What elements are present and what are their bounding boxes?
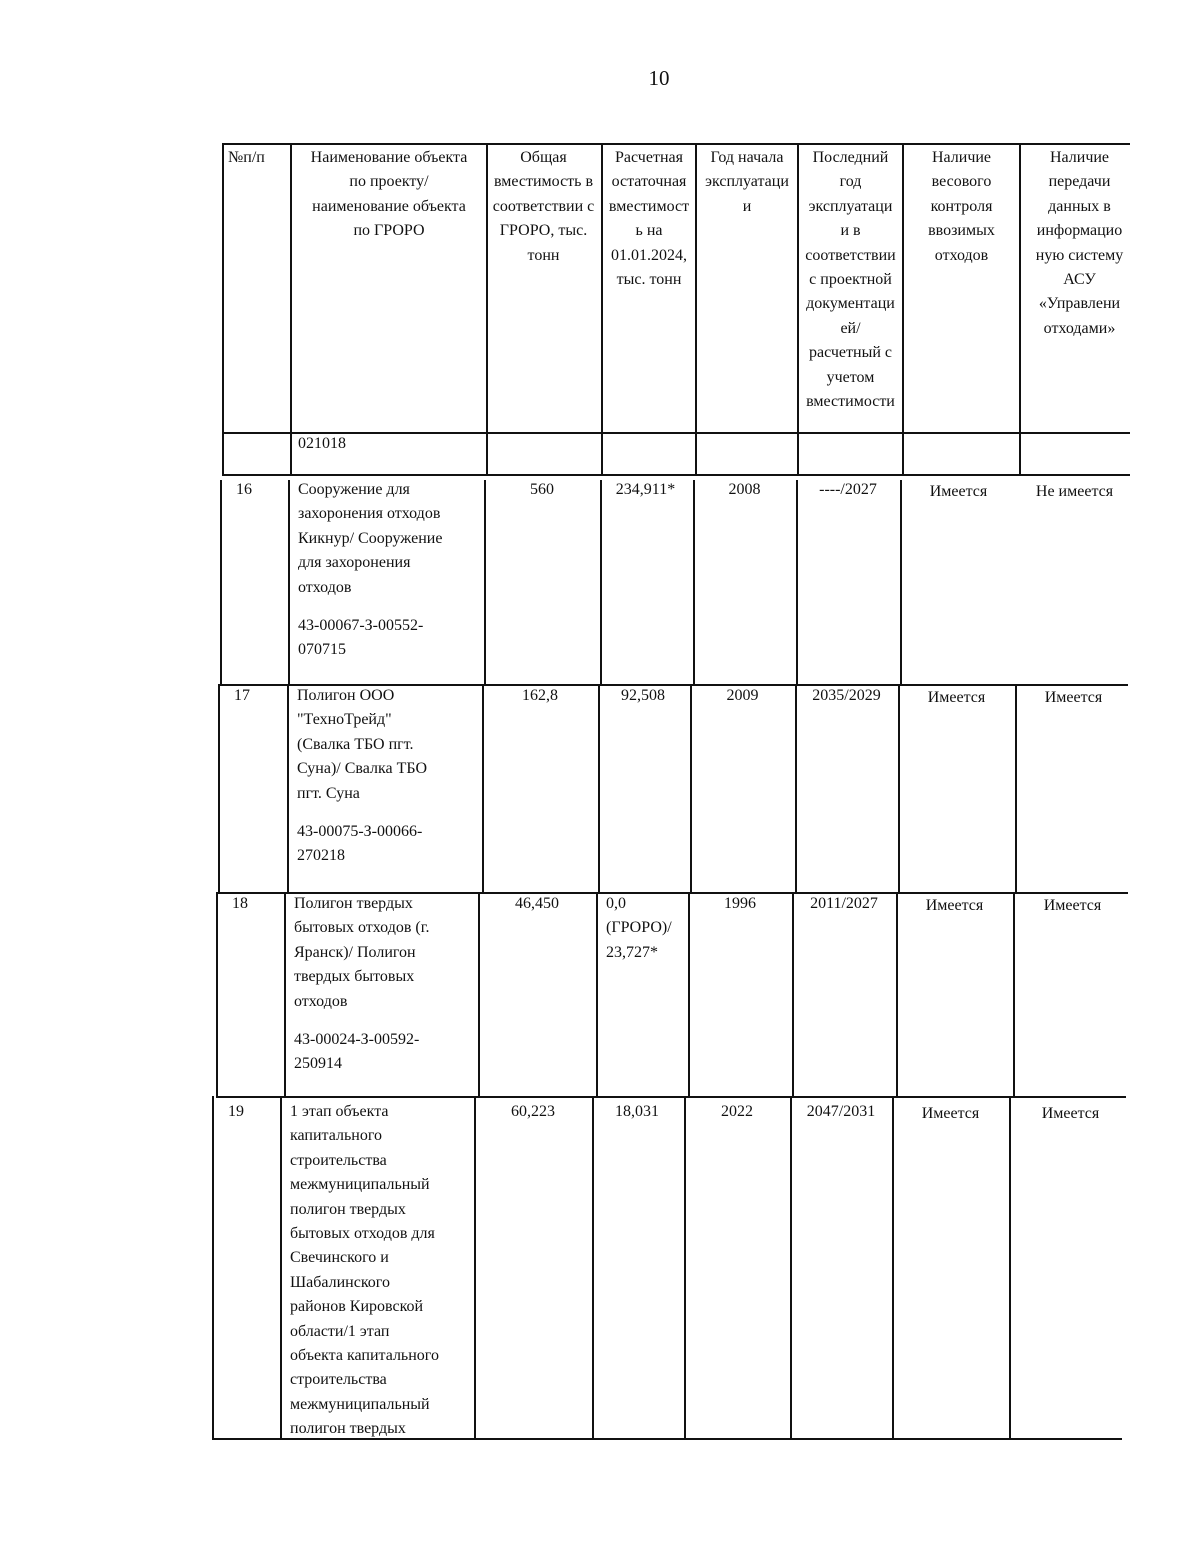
row-16-col-rule-6	[900, 480, 902, 684]
row-capacity: 162,8	[522, 687, 558, 704]
row-18-col-rule-3	[596, 892, 598, 1096]
continuation-row-bottom-border	[222, 474, 1130, 476]
row-last-year: 2035/2029	[812, 687, 881, 704]
row-start-year: 2022	[721, 1103, 753, 1120]
row-num: 17	[234, 687, 250, 704]
row-weight-control: Имеется	[921, 1105, 980, 1122]
row-17-col-rule-5	[795, 684, 797, 892]
row-name: Полигон ООО "ТехноТрейд" (Свалка ТБО пгт. Суна)/ Свалка ТБО пгт. Суна	[297, 687, 427, 802]
row-data-transfer: Имеется	[1041, 1105, 1100, 1122]
row-start-year: 1996	[724, 895, 756, 912]
row-code: 43-00024-З-00592- 250914	[294, 1031, 420, 1073]
row-16-col-rule-0	[220, 480, 222, 684]
row-18-col-rule-5	[792, 892, 794, 1096]
row-residual: 234,911*	[615, 481, 676, 498]
row-last-year: 2011/2027	[810, 895, 878, 912]
header-name: Наименование объекта по проекту/ наименование объекта по ГРОРО	[310, 149, 468, 240]
row-num: 18	[232, 895, 248, 912]
row-19-col-rule-5	[790, 1096, 792, 1438]
row-16-col-rule-4	[693, 480, 695, 684]
row-name: Сооружение для захоронения отходов Кикнур/ Сооружение для захоронения отходов	[298, 481, 443, 596]
header-residual: Расчетная остаточная вместимост ь на 01.01.2024, тыс. тонн	[608, 149, 690, 289]
row-18-col-rule-7	[1013, 892, 1015, 1096]
header-num: №п/п	[228, 149, 265, 166]
row-17-col-rule-2	[482, 684, 484, 892]
row-capacity: 60,223	[511, 1103, 555, 1120]
row-19-col-rule-7	[1009, 1096, 1011, 1438]
header-weight-control: Наличие весового контроля ввозимых отходов	[928, 149, 995, 264]
row-19-col-rule-6	[892, 1096, 894, 1438]
row-17-col-rule-0	[218, 684, 220, 892]
header-last-year: Последний год эксплуатаци и в соответствии с проектной документаци ей/ расчетный с учетом вместимости	[805, 149, 896, 411]
row-start-year: 2008	[728, 481, 761, 498]
header-data-transfer: Наличие передачи данных в информацио ную систему АСУ «Управлени отходами»	[1035, 149, 1124, 337]
row-17-col-rule-4	[690, 684, 692, 892]
row-data-transfer: Не имеется	[1035, 483, 1114, 500]
row-weight-control: Имеется	[927, 689, 986, 706]
row-capacity: 46,450	[515, 895, 559, 912]
row-data-transfer: Имеется	[1043, 897, 1102, 914]
row-weight-control: Имеется	[925, 897, 984, 914]
row-code: 43-00075-З-00066- 270218	[297, 823, 423, 865]
table-top-border	[222, 143, 1130, 145]
page-number: 10	[648, 66, 670, 90]
row-16-col-rule-1	[288, 480, 290, 684]
row-data-transfer: Имеется	[1044, 689, 1103, 706]
row-last-year: 2047/2031	[806, 1103, 876, 1120]
row-18-col-rule-6	[896, 892, 898, 1096]
header-capacity: Общая вместимость в соответствии с ГРОРО, тыс. тонн	[492, 149, 595, 264]
row-num: 16	[236, 481, 252, 498]
row-18-col-rule-0	[216, 892, 218, 1096]
row-name: 1 этап объекта капитального строительства межмуниципальный полигон твердых бытовых отходов для Свечинского и Шабалинского районов Кировской области/1 этап объекта капитального строительства межмуниципальный полигон твердых	[290, 1103, 439, 1438]
row-16-col-rule-5	[796, 480, 798, 684]
row-17-col-rule-1	[287, 684, 289, 892]
row-19-col-rule-1	[280, 1096, 282, 1438]
header-start-year: Год начала эксплуатаци и	[705, 149, 789, 215]
row-19-col-rule-4	[684, 1096, 686, 1438]
row-name: Полигон твердых бытовых отходов (г. Яранск)/ Полигон твердых бытовых отходов	[294, 895, 430, 1010]
row-17-col-rule-7	[1015, 684, 1017, 892]
continuation-code: 021018	[298, 435, 346, 452]
row-16-col-rule-2	[484, 480, 486, 684]
row-residual: 18,031	[615, 1103, 659, 1120]
row-19-col-rule-0	[212, 1096, 214, 1438]
row-num: 19	[228, 1103, 244, 1120]
row-last-year: ----/2027	[819, 481, 877, 498]
row-capacity: 560	[530, 481, 554, 498]
row-weight-control: Имеется	[929, 483, 988, 500]
row-code: 43-00067-З-00552- 070715	[298, 617, 424, 659]
row-start-year: 2009	[726, 687, 759, 704]
row-18-col-rule-1	[284, 892, 286, 1096]
header-col-rule-0	[222, 143, 224, 474]
row-residual: 0,0 (ГРОРО)/ 23,727*	[606, 895, 672, 961]
row-17-col-rule-6	[898, 684, 900, 892]
row-residual: 92,508	[621, 687, 665, 704]
